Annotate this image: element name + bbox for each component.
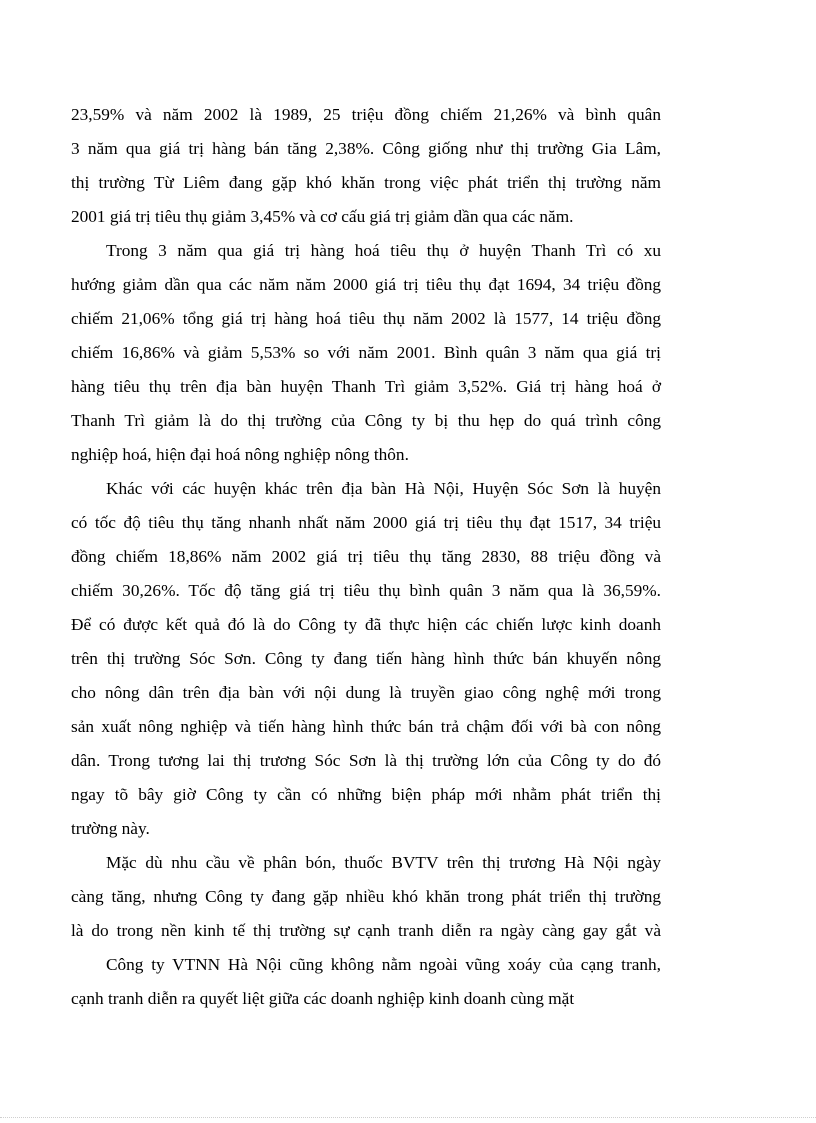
paragraph-start-line: Mặc dù nhu cầu về phân bón, thuốc BVTV trên thị trương Hà Nội ngày [106,853,661,872]
text-line: thị trường Từ Liêm đang gặp khó khăn trong việc phát triển thị trường năm [71,173,661,192]
text-line: 2001 giá trị tiêu thụ giảm 3,45% và cơ cấu giá trị giảm dần qua các năm. [71,207,574,226]
text-line: hướng giảm dần qua các năm năm 2000 giá trị tiêu thụ đạt 1694, 34 triệu đồng [71,275,661,294]
text-line: có tốc độ tiêu thụ tăng nhanh nhất năm 2000 giá trị tiêu thụ đạt 1517, 34 triệu [71,513,661,532]
text-line: trường này. [71,819,150,838]
text-line: Thanh Trì giảm là do thị trường của Công ty bị thu hẹp do quá trình công [71,411,661,430]
text-line: sản xuất nông nghiệp và tiến hàng hình thức bán trả chậm đối với bà con nông [71,717,661,736]
text-line: là do trong nền kinh tế thị trường sự cạnh tranh diễn ra ngày càng gay gắt và [71,921,661,940]
text-line: 3 năm qua giá trị hàng bán tăng 2,38%. Công giống như thị trường Gia Lâm, [71,139,661,158]
text-line: Để có được kết quả đó là do Công ty đã thực hiện các chiến lược kinh doanh [71,615,661,634]
text-line: đồng chiếm 18,86% năm 2002 giá trị tiêu thụ tăng 2830, 88 triệu đồng và [71,547,661,566]
text-line: cạnh tranh diễn ra quyết liệt giữa các doanh nghiệp kinh doanh cùng mặt [71,989,575,1008]
text-line: chiếm 30,26%. Tốc độ tăng giá trị tiêu thụ bình quân 3 năm qua là 36,59%. [71,581,661,600]
text-line: nghiệp hoá, hiện đại hoá nông nghiệp nông thôn. [71,445,409,464]
text-line: trên thị trường Sóc Sơn. Công ty đang tiến hàng hình thức bán khuyến nông [71,649,661,668]
text-line: ngay tõ bây giờ Công ty cần có những biện pháp mới nhằm phát triển thị [71,785,661,804]
text-line: hàng tiêu thụ trên địa bàn huyện Thanh Trì giảm 3,52%. Giá trị hàng hoá ở [71,377,661,396]
paragraph-start-line: Trong 3 năm qua giá trị hàng hoá tiêu thụ ở huyện Thanh Trì có xu [106,241,661,260]
paragraph-start-line: Khác với các huyện khác trên địa bàn Hà Nội, Huyện Sóc Sơn là huyện [106,479,661,498]
text-line: dân. Trong tương lai thị trương Sóc Sơn là thị trường lớn của Công ty do đó [71,751,661,770]
text-line: chiếm 16,86% và giảm 5,53% so với năm 2001. Bình quân 3 năm qua giá trị [71,343,661,362]
text-line: chiếm 21,06% tổng giá trị hàng hoá tiêu thụ năm 2002 là 1577, 14 triệu đồng [71,309,661,328]
text-line: 23,59% và năm 2002 là 1989, 25 triệu đồng chiếm 21,26% và bình quân [71,105,661,124]
page-bottom-divider [0,1117,816,1118]
text-line: càng tăng, nhưng Công ty đang gặp nhiều khó khăn trong phát triển thị trường [71,887,661,906]
text-line: cho nông dân trên địa bàn với nội dung là truyền giao công nghệ mới trong [71,683,661,702]
body-text [71,98,661,1016]
paragraph-start-line: Công ty VTNN Hà Nội cũng không nằm ngoài vũng xoáy của cạng tranh, [106,955,661,974]
